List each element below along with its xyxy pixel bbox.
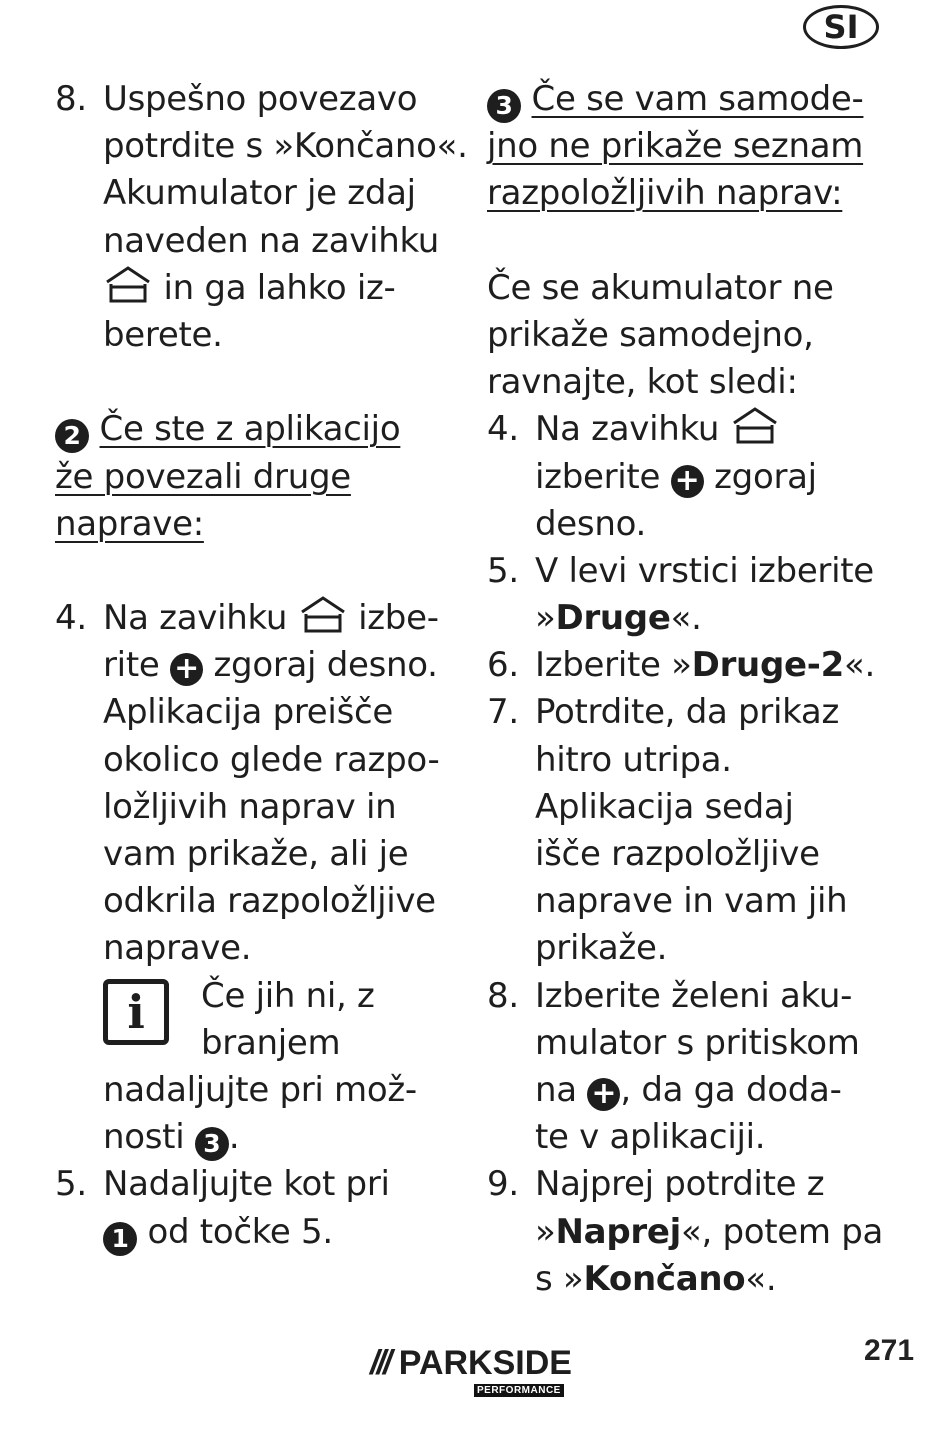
- page-number: 271: [864, 1334, 915, 1367]
- right-step-8: 8. Izberite želeni aku- mulator s pritiskom na + , da ga doda- te v aplikaciji.: [535, 973, 887, 1162]
- brand-stripes: ///: [370, 1344, 390, 1382]
- right-intro: Če se akumulator ne prikaže samodejno, ravnajte, kot sledi:: [487, 267, 834, 403]
- home-icon: [103, 265, 153, 305]
- left-step-5: 5. Nadaljujte kot pri 1 od točke 5.: [103, 1161, 455, 1255]
- right-heading-option-3: 3 Če se vam samode- jno ne prikaže seznam razpoložljivih naprav:: [487, 79, 864, 214]
- step-number: 7.: [487, 692, 519, 733]
- parkside-logo: [370, 1344, 585, 1400]
- left-heading-option-2: 2 Če ste z aplikacijo že povezali druge naprave:: [55, 409, 401, 544]
- language-badge: SI: [803, 5, 879, 49]
- brand-subline: PERFORMANCE: [474, 1384, 564, 1397]
- plus-circle-icon: +: [671, 465, 704, 498]
- right-step-7: 7. Potrdite, da prikaz hitro utripa. Aplikacija sedaj išče razpoložljive naprave in vam jih prikaže.: [535, 689, 887, 972]
- info-icon: i: [103, 979, 169, 1045]
- left-column: [55, 76, 468, 1256]
- right-step-4: 4. Na zavihku izberite + zgoraj desno.: [535, 406, 887, 548]
- option-3-badge: 3: [195, 1127, 229, 1161]
- step-number: 5.: [55, 1164, 87, 1205]
- option-2-badge: 2: [55, 419, 89, 453]
- home-icon: [298, 595, 348, 635]
- plus-circle-icon: +: [587, 1078, 620, 1111]
- brand-name: PARKSIDE: [398, 1344, 572, 1382]
- left-step-4: 4. Na zavihku izbe- rite + zgoraj desno. Aplikacija preišče okolico glede razpo- ložljivih naprav in vam prikaže, ali je odkrila razpoložljive naprave. i Če jih ni, z branjem nadaljujte pri mož- nosti 3 .: [103, 595, 455, 1161]
- step-number: 5.: [487, 550, 519, 591]
- step-number: 9.: [487, 1164, 519, 1205]
- right-step-5: 5. V levi vrstici izberite »Druge«.: [535, 548, 887, 642]
- step-number: 6.: [487, 645, 519, 686]
- step-number: 8.: [55, 79, 87, 119]
- step-number: 8.: [487, 975, 519, 1016]
- right-column: [487, 76, 887, 1303]
- right-step-6: 6. Izberite »Druge-2«.: [535, 642, 887, 689]
- option-1-badge: 1: [103, 1222, 137, 1256]
- left-step-8: 8. Uspešno povezavo potrdite s »Končano«. Akumulator je zdaj naveden na zavihku in ga lahko iz- berete.: [103, 76, 455, 359]
- step-number: 4.: [487, 409, 519, 450]
- plus-circle-icon: +: [170, 653, 203, 686]
- right-step-9: 9. Najprej potrdite z »Naprej«, potem pa s »Končano«.: [535, 1161, 887, 1303]
- step-number: 4.: [55, 598, 87, 639]
- option-3-badge: 3: [487, 89, 521, 123]
- home-icon: [730, 406, 780, 446]
